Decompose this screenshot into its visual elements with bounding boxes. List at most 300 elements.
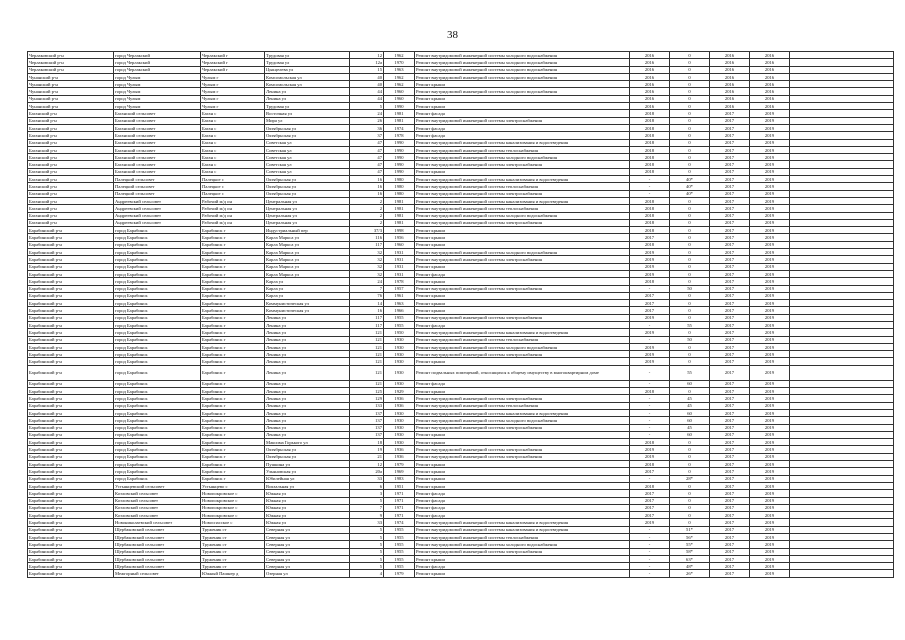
cell-street: Северная ул bbox=[265, 548, 350, 555]
cell-plan-year: 2018 bbox=[630, 117, 670, 124]
cell-municipality: город Барабинск bbox=[114, 417, 201, 424]
cell-house-number: 19 bbox=[350, 446, 384, 453]
cell-start-year: 2017 bbox=[710, 227, 750, 234]
cell-plan-year: 2018 bbox=[630, 227, 670, 234]
table-row bbox=[28, 329, 894, 336]
cell-plan-year: 2018 bbox=[630, 132, 670, 139]
cell-house-number: 12 bbox=[350, 461, 384, 468]
cell-build-year: 1966 bbox=[384, 307, 415, 314]
cell-start-year: 2017 bbox=[710, 336, 750, 343]
cell-start-year: 2017 bbox=[710, 343, 750, 350]
cell-end-year: 2019 bbox=[750, 205, 790, 212]
cell-district: Барабинский р-н bbox=[28, 241, 114, 248]
table-row bbox=[28, 534, 894, 541]
cell-share: 0 bbox=[670, 161, 710, 168]
cell-repair-type: Ремонт внутридомовой инженерной системы электроснабжения bbox=[415, 219, 630, 226]
cell-repair-type: Ремонт внутридомовой инженерной системы электроснабжения bbox=[415, 190, 630, 197]
cell-settlement: Черлакский г bbox=[201, 52, 265, 59]
cell-empty bbox=[790, 475, 894, 482]
cell-settlement: Рабочий м/д он bbox=[201, 197, 265, 204]
cell-build-year: 1955 bbox=[384, 541, 415, 548]
cell-build-year: 1978 bbox=[384, 278, 415, 285]
table-row bbox=[28, 88, 894, 95]
table-row bbox=[28, 219, 894, 226]
cell-house-number: 121 bbox=[350, 329, 384, 336]
cell-share: 0 bbox=[670, 249, 710, 256]
cell-settlement: Барабинск г bbox=[201, 388, 265, 395]
cell-repair-type: Ремонт фасада bbox=[415, 124, 630, 131]
cell-municipality: Щербаковский сельсовет bbox=[114, 526, 201, 533]
cell-municipality: Палецкий сельсовет bbox=[114, 183, 201, 190]
cell-settlement: Устьянцево с bbox=[201, 482, 265, 489]
cell-build-year: 1962 bbox=[384, 81, 415, 88]
table-row bbox=[28, 504, 894, 511]
cell-share: 0 bbox=[670, 270, 710, 277]
cell-settlement: Новопокровское с bbox=[201, 497, 265, 504]
cell-street: Ленина ул bbox=[265, 88, 350, 95]
cell-build-year: 1936 bbox=[384, 395, 415, 402]
cell-street: Южная ул bbox=[265, 519, 350, 526]
page-number: 38 bbox=[447, 29, 458, 41]
cell-plan-year: 2018 bbox=[630, 205, 670, 212]
cell-district: Баганский р-н bbox=[28, 190, 114, 197]
cell-street: Центральная ул bbox=[265, 212, 350, 219]
cell-empty bbox=[790, 278, 894, 285]
cell-empty bbox=[790, 205, 894, 212]
cell-build-year: 1990 bbox=[384, 161, 415, 168]
cell-street: Ленина ул bbox=[265, 388, 350, 395]
cell-build-year: 1990 bbox=[384, 154, 415, 161]
cell-build-year: 1930 bbox=[384, 365, 415, 380]
cell-district: Черлаковский р-н bbox=[28, 52, 114, 59]
cell-plan-year: - bbox=[630, 285, 670, 292]
cell-end-year: 2016 bbox=[750, 59, 790, 66]
cell-repair-type: Ремонт крыши bbox=[415, 168, 630, 175]
cell-house-number: 5 bbox=[350, 541, 384, 548]
cell-empty bbox=[790, 482, 894, 489]
cell-start-year: 2017 bbox=[710, 161, 750, 168]
cell-end-year: 2019 bbox=[750, 519, 790, 526]
cell-house-number: 2 bbox=[350, 219, 384, 226]
cell-plan-year: - bbox=[630, 526, 670, 533]
cell-plan-year: 2019 bbox=[630, 519, 670, 526]
cell-build-year: 1979 bbox=[384, 570, 415, 577]
cell-street: Карла ул bbox=[265, 292, 350, 299]
cell-empty bbox=[790, 241, 894, 248]
cell-plan-year: 2018 bbox=[630, 110, 670, 117]
table-row bbox=[28, 197, 894, 204]
cell-repair-type: Ремонт крыши bbox=[415, 227, 630, 234]
cell-plan-year: 2018 bbox=[630, 278, 670, 285]
cell-district: Барабинский р-н bbox=[28, 417, 114, 424]
table-row bbox=[28, 526, 894, 533]
cell-street: Северная ул bbox=[265, 526, 350, 533]
cell-street: Карла Маркса ул bbox=[265, 270, 350, 277]
cell-house-number: 12а bbox=[350, 59, 384, 66]
cell-empty bbox=[790, 329, 894, 336]
cell-district: Барабинский р-н bbox=[28, 388, 114, 395]
cell-plan-year: - bbox=[630, 548, 670, 555]
cell-district: Барабинский р-н bbox=[28, 249, 114, 256]
cell-municipality: город Чулым bbox=[114, 103, 201, 110]
cell-share: 0 bbox=[670, 307, 710, 314]
cell-municipality: Щербаковский сельсовет bbox=[114, 534, 201, 541]
cell-settlement: Барабинск г bbox=[201, 263, 265, 270]
cell-empty bbox=[790, 212, 894, 219]
cell-end-year: 2019 bbox=[750, 497, 790, 504]
cell-share: 0 bbox=[670, 81, 710, 88]
cell-build-year: 1990 bbox=[384, 139, 415, 146]
cell-empty bbox=[790, 512, 894, 519]
cell-share: 0 bbox=[670, 110, 710, 117]
cell-end-year: 2019 bbox=[750, 329, 790, 336]
cell-municipality: город Барабинск bbox=[114, 351, 201, 358]
cell-district: Баганский р-н bbox=[28, 146, 114, 153]
cell-empty bbox=[790, 468, 894, 475]
cell-district: Барабинский р-н bbox=[28, 526, 114, 533]
cell-district: Барабинский р-н bbox=[28, 409, 114, 416]
table-row bbox=[28, 132, 894, 139]
cell-house-number: 47 bbox=[350, 139, 384, 146]
cell-empty bbox=[790, 263, 894, 270]
cell-house-number: 121 bbox=[350, 365, 384, 380]
cell-share: 0 bbox=[670, 227, 710, 234]
cell-house-number: 129 bbox=[350, 395, 384, 402]
cell-district: Барабинский р-н bbox=[28, 278, 114, 285]
table-row bbox=[28, 212, 894, 219]
cell-repair-type: Ремонт внутридомовой инженерной системы электроснабжения bbox=[415, 314, 630, 321]
cell-settlement: Барабинск г bbox=[201, 475, 265, 482]
cell-street: Ленина ул bbox=[265, 358, 350, 365]
cell-street: Октябрьская ул bbox=[265, 124, 350, 131]
cell-plan-year: 2017 bbox=[630, 307, 670, 314]
table-row bbox=[28, 314, 894, 321]
cell-street: Южная ул bbox=[265, 490, 350, 497]
cell-municipality: Козловский сельсовет bbox=[114, 512, 201, 519]
cell-street: Коммунистическая ул bbox=[265, 300, 350, 307]
cell-start-year: 2017 bbox=[710, 482, 750, 489]
cell-plan-year: - bbox=[630, 563, 670, 570]
cell-empty bbox=[790, 59, 894, 66]
cell-settlement: Новопокровское с bbox=[201, 512, 265, 519]
cell-end-year: 2019 bbox=[750, 504, 790, 511]
table-row bbox=[28, 285, 894, 292]
cell-empty bbox=[790, 132, 894, 139]
cell-house-number: 125 bbox=[350, 388, 384, 395]
cell-end-year: 2019 bbox=[750, 321, 790, 328]
cell-end-year: 2019 bbox=[750, 263, 790, 270]
cell-street: Ленина ул bbox=[265, 343, 350, 350]
cell-municipality: город Барабинск bbox=[114, 249, 201, 256]
cell-house-number: 121 bbox=[350, 336, 384, 343]
cell-share: 58* bbox=[670, 548, 710, 555]
cell-build-year: 1930 bbox=[384, 336, 415, 343]
cell-build-year: 1990 bbox=[384, 168, 415, 175]
table-row bbox=[28, 548, 894, 555]
cell-municipality: город Чулым bbox=[114, 81, 201, 88]
cell-municipality: Баганский сельсовет bbox=[114, 146, 201, 153]
cell-repair-type: Ремонт внутридомовой инженерной системы электроснабжения bbox=[415, 395, 630, 402]
cell-municipality: город Барабинск bbox=[114, 227, 201, 234]
cell-repair-type: Ремонт фасада bbox=[415, 380, 630, 387]
cell-build-year: 1963 bbox=[384, 66, 415, 73]
cell-house-number: 33 bbox=[350, 475, 384, 482]
cell-end-year: 2019 bbox=[750, 475, 790, 482]
cell-municipality: город Барабинск bbox=[114, 388, 201, 395]
cell-empty bbox=[790, 402, 894, 409]
cell-build-year: 1936 bbox=[384, 453, 415, 460]
cell-settlement: Чулым г bbox=[201, 88, 265, 95]
table-row bbox=[28, 439, 894, 446]
cell-empty bbox=[790, 154, 894, 161]
cell-settlement: Труженик ст bbox=[201, 541, 265, 548]
cell-house-number: 47 bbox=[350, 161, 384, 168]
cell-district: Барабинский р-н bbox=[28, 497, 114, 504]
cell-share: 0 bbox=[670, 343, 710, 350]
cell-start-year: 2017 bbox=[710, 241, 750, 248]
cell-street: Ленина ул bbox=[265, 351, 350, 358]
cell-street: Ленина ул bbox=[265, 380, 350, 387]
cell-municipality: Щербаковский сельсовет bbox=[114, 541, 201, 548]
cell-municipality: Баганский сельсовет bbox=[114, 139, 201, 146]
cell-repair-type: Ремонт внутридомовой инженерной системы холодного водоснабжения bbox=[415, 343, 630, 350]
cell-house-number: 32 bbox=[350, 249, 384, 256]
cell-settlement: Барабинск г bbox=[201, 270, 265, 277]
cell-house-number: 116 bbox=[350, 234, 384, 241]
cell-repair-type: Ремонт крыши bbox=[415, 81, 630, 88]
cell-street: Северная ул bbox=[265, 541, 350, 548]
cell-settlement: Баган с bbox=[201, 110, 265, 117]
cell-plan-year: 2018 bbox=[630, 168, 670, 175]
cell-start-year: 2017 bbox=[710, 417, 750, 424]
cell-repair-type: Ремонт фасада bbox=[415, 110, 630, 117]
cell-build-year: 1955 bbox=[384, 314, 415, 321]
cell-settlement: Черлакский г bbox=[201, 59, 265, 66]
cell-plan-year: 2016 bbox=[630, 103, 670, 110]
cell-end-year: 2019 bbox=[750, 124, 790, 131]
cell-settlement: Барабинск г bbox=[201, 431, 265, 438]
cell-end-year: 2019 bbox=[750, 314, 790, 321]
cell-district: Барабинский р-н bbox=[28, 541, 114, 548]
cell-share: 45 bbox=[670, 424, 710, 431]
cell-municipality: город Чулым bbox=[114, 73, 201, 80]
cell-empty bbox=[790, 88, 894, 95]
cell-municipality: Баганский сельсовет bbox=[114, 132, 201, 139]
cell-plan-year: - bbox=[630, 395, 670, 402]
cell-municipality: город Барабинск bbox=[114, 380, 201, 387]
cell-house-number: 3 bbox=[350, 490, 384, 497]
cell-build-year: 1931 bbox=[384, 249, 415, 256]
cell-municipality: город Барабинск bbox=[114, 285, 201, 292]
cell-build-year: 1981 bbox=[384, 212, 415, 219]
cell-street: Ленина ул bbox=[265, 431, 350, 438]
cell-empty bbox=[790, 365, 894, 380]
cell-repair-type: Ремонт подвальных помещений, относящихся к общему имуществу в многоквартирном доме bbox=[415, 365, 630, 380]
cell-house-number: 18 bbox=[350, 439, 384, 446]
cell-end-year: 2019 bbox=[750, 555, 790, 562]
cell-end-year: 2019 bbox=[750, 212, 790, 219]
cell-house-number: 137 bbox=[350, 424, 384, 431]
cell-house-number: 9 bbox=[350, 512, 384, 519]
cell-settlement: Черлакский г bbox=[201, 66, 265, 73]
cell-house-number: 32 bbox=[350, 263, 384, 270]
cell-house-number: 32 bbox=[350, 270, 384, 277]
cell-end-year: 2019 bbox=[750, 300, 790, 307]
cell-share: 0 bbox=[670, 453, 710, 460]
cell-plan-year: - bbox=[630, 176, 670, 183]
cell-house-number: 117 bbox=[350, 321, 384, 328]
cell-repair-type: Ремонт крыши bbox=[415, 431, 630, 438]
table-row bbox=[28, 497, 894, 504]
cell-end-year: 2019 bbox=[750, 380, 790, 387]
cell-house-number: 36 bbox=[350, 124, 384, 131]
cell-share: 55 bbox=[670, 365, 710, 380]
cell-district: Чунанский р-н bbox=[28, 88, 114, 95]
cell-share: 48* bbox=[670, 563, 710, 570]
cell-share: 0 bbox=[670, 132, 710, 139]
cell-settlement: Барабинск г bbox=[201, 307, 265, 314]
cell-empty bbox=[790, 343, 894, 350]
cell-house-number: 47 bbox=[350, 154, 384, 161]
cell-settlement: Труженик ст bbox=[201, 555, 265, 562]
table-row bbox=[28, 117, 894, 124]
table-row bbox=[28, 365, 894, 380]
cell-build-year: 1955 bbox=[384, 563, 415, 570]
cell-district: Барабинский р-н bbox=[28, 512, 114, 519]
cell-build-year: 1979 bbox=[384, 461, 415, 468]
cell-empty bbox=[790, 81, 894, 88]
cell-plan-year: 2017 bbox=[630, 300, 670, 307]
cell-build-year: 1930 bbox=[384, 417, 415, 424]
cell-empty bbox=[790, 190, 894, 197]
cell-end-year: 2019 bbox=[750, 197, 790, 204]
cell-repair-type: Ремонт внутридомовой инженерной системы холодного водоснабжения bbox=[415, 154, 630, 161]
cell-settlement: Барабинск г bbox=[201, 292, 265, 299]
cell-empty bbox=[790, 409, 894, 416]
cell-house-number: 21 bbox=[350, 453, 384, 460]
table-row bbox=[28, 446, 894, 453]
table-row bbox=[28, 343, 894, 350]
cell-empty bbox=[790, 563, 894, 570]
cell-district: Барабинский р-н bbox=[28, 490, 114, 497]
cell-start-year: 2017 bbox=[710, 446, 750, 453]
cell-share: 0 bbox=[670, 219, 710, 226]
cell-share: 40* bbox=[670, 190, 710, 197]
cell-share: 0 bbox=[670, 263, 710, 270]
table-row bbox=[28, 270, 894, 277]
cell-plan-year: 2018 bbox=[630, 154, 670, 161]
cell-repair-type: Ремонт фасада bbox=[415, 497, 630, 504]
cell-house-number: 121 bbox=[350, 380, 384, 387]
cell-municipality: город Барабинск bbox=[114, 365, 201, 380]
cell-municipality: город Барабинск bbox=[114, 439, 201, 446]
cell-share: 0 bbox=[670, 461, 710, 468]
cell-municipality: Щербаковский сельсовет bbox=[114, 548, 201, 555]
cell-build-year: 1930 bbox=[384, 439, 415, 446]
cell-municipality: Баганский сельсовет bbox=[114, 161, 201, 168]
cell-build-year: 1962 bbox=[384, 52, 415, 59]
cell-build-year: 1955 bbox=[384, 526, 415, 533]
cell-street: Озерная ул bbox=[265, 570, 350, 577]
cell-start-year: 2016 bbox=[710, 81, 750, 88]
cell-end-year: 2019 bbox=[750, 270, 790, 277]
cell-municipality: Козловский сельсовет bbox=[114, 490, 201, 497]
table-row bbox=[28, 176, 894, 183]
cell-settlement: Баган с bbox=[201, 146, 265, 153]
cell-settlement: Барабинск г bbox=[201, 358, 265, 365]
cell-share: 0 bbox=[670, 388, 710, 395]
cell-settlement: Барабинск г bbox=[201, 256, 265, 263]
cell-settlement: Рабочий м/д он bbox=[201, 212, 265, 219]
cell-street: Комсомольская ул bbox=[265, 81, 350, 88]
cell-empty bbox=[790, 548, 894, 555]
cell-house-number: 40 bbox=[350, 81, 384, 88]
cell-house-number: 16 bbox=[350, 183, 384, 190]
cell-start-year: 2017 bbox=[710, 292, 750, 299]
cell-settlement: Труженик ст bbox=[201, 526, 265, 533]
cell-house-number: 121 bbox=[350, 351, 384, 358]
cell-share: 55* bbox=[670, 541, 710, 548]
cell-street: Карла ул bbox=[265, 278, 350, 285]
cell-street: Карла Маркса ул bbox=[265, 241, 350, 248]
table-row bbox=[28, 81, 894, 88]
cell-empty bbox=[790, 197, 894, 204]
cell-build-year: 1930 bbox=[384, 343, 415, 350]
cell-settlement: Рабочий м/д он bbox=[201, 205, 265, 212]
cell-repair-type: Ремонт внутридомовой инженерной системы канализования и водоотведения bbox=[415, 197, 630, 204]
cell-end-year: 2019 bbox=[750, 307, 790, 314]
cell-repair-type: Ремонт внутридомовой инженерной системы теплоснабжения bbox=[415, 146, 630, 153]
cell-plan-year: 2017 bbox=[630, 234, 670, 241]
cell-start-year: 2017 bbox=[710, 197, 750, 204]
cell-house-number: 5 bbox=[350, 555, 384, 562]
cell-start-year: 2017 bbox=[710, 307, 750, 314]
cell-plan-year: 2018 bbox=[630, 482, 670, 489]
cell-share: 40* bbox=[670, 176, 710, 183]
cell-start-year: 2017 bbox=[710, 555, 750, 562]
cell-district: Баганский р-н bbox=[28, 219, 114, 226]
cell-district: Барабинский р-н bbox=[28, 307, 114, 314]
cell-settlement: Барабинск г bbox=[201, 351, 265, 358]
cell-municipality: Палецкий сельсовет bbox=[114, 190, 201, 197]
cell-end-year: 2019 bbox=[750, 468, 790, 475]
cell-district: Барабинский р-н bbox=[28, 270, 114, 277]
table-row bbox=[28, 388, 894, 395]
cell-repair-type: Ремонт фасада bbox=[415, 512, 630, 519]
cell-plan-year: - bbox=[630, 321, 670, 328]
cell-start-year: 2017 bbox=[710, 256, 750, 263]
cell-end-year: 2019 bbox=[750, 395, 790, 402]
cell-empty bbox=[790, 161, 894, 168]
cell-end-year: 2019 bbox=[750, 461, 790, 468]
cell-end-year: 2019 bbox=[750, 190, 790, 197]
cell-district: Барабинский р-н bbox=[28, 336, 114, 343]
cell-build-year: 1980 bbox=[384, 183, 415, 190]
cell-municipality: город Барабинск bbox=[114, 307, 201, 314]
cell-settlement: Барабинск г bbox=[201, 227, 265, 234]
cell-end-year: 2016 bbox=[750, 88, 790, 95]
cell-start-year: 2017 bbox=[710, 490, 750, 497]
cell-build-year: 1971 bbox=[384, 497, 415, 504]
cell-municipality: Баганский сельсовет bbox=[114, 124, 201, 131]
cell-share: 63* bbox=[670, 555, 710, 562]
cell-plan-year: 2017 bbox=[630, 468, 670, 475]
cell-start-year: 2017 bbox=[710, 395, 750, 402]
cell-build-year: 1929 bbox=[384, 388, 415, 395]
cell-street: Карла ул bbox=[265, 285, 350, 292]
cell-start-year: 2017 bbox=[710, 519, 750, 526]
cell-house-number: 2 bbox=[350, 197, 384, 204]
